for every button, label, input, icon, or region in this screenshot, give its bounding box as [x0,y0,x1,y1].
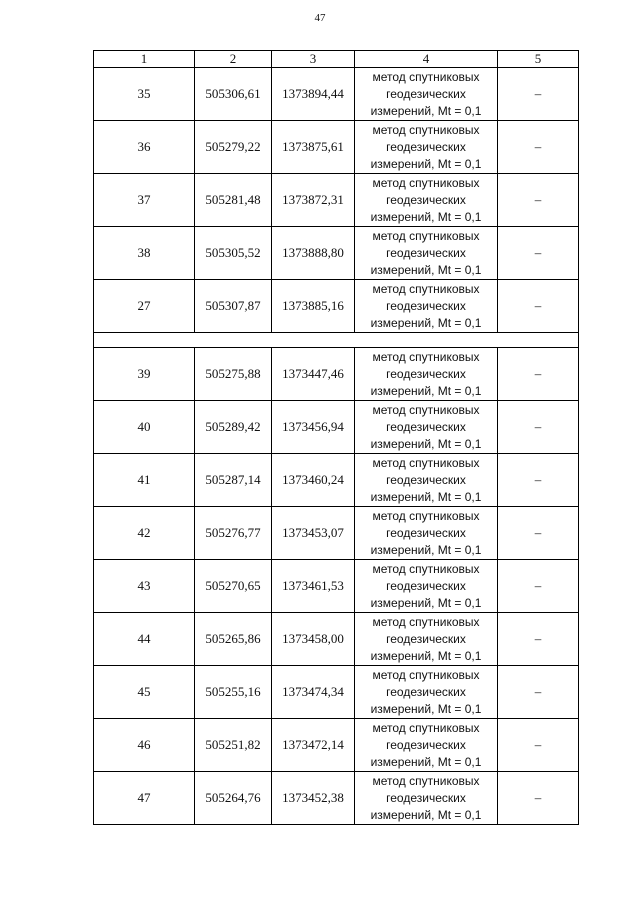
coord-x: 505276,77 [195,507,272,560]
header-col-4: 4 [355,51,498,68]
method-line: геодезических [386,472,466,487]
coord-y: 1373461,53 [272,560,355,613]
method-line: метод спутниковых [372,349,480,364]
method-line: метод спутниковых [372,402,480,417]
coord-x: 505281,48 [195,174,272,227]
coordinates-table [93,50,579,825]
table-row [94,227,579,280]
accuracy-dash: – [498,174,579,227]
header-col-3: 3 [272,51,355,68]
method-line: метод спутниковых [372,281,480,296]
method-line: геодезических [386,298,466,313]
point-number: 44 [94,613,195,666]
method-line: измерений, Mt = 0,1 [370,754,482,769]
point-number: 43 [94,560,195,613]
coord-x: 505264,76 [195,772,272,825]
method-line: геодезических [386,790,466,805]
method-cell [355,174,498,227]
coord-y: 1373458,00 [272,613,355,666]
method-cell [355,772,498,825]
method-line: измерений, Mt = 0,1 [370,436,482,451]
coord-x: 505270,65 [195,560,272,613]
method-line: геодезических [386,578,466,593]
method-line: измерений, Mt = 0,1 [370,648,482,663]
method-line: метод спутниковых [372,614,480,629]
table-row [94,121,579,174]
point-number: 27 [94,280,195,333]
method-cell [355,613,498,666]
method-cell [355,560,498,613]
table-row [94,666,579,719]
accuracy-dash: – [498,719,579,772]
method-line: геодезических [386,737,466,752]
point-number: 46 [94,719,195,772]
coord-y: 1373447,46 [272,348,355,401]
coord-y: 1373875,61 [272,121,355,174]
accuracy-dash: – [498,121,579,174]
method-line: метод спутниковых [372,508,480,523]
page-number: 47 [314,12,326,24]
method-line: геодезических [386,139,466,154]
method-line: измерений, Mt = 0,1 [370,209,482,224]
table-row [94,560,579,613]
method-cell [355,666,498,719]
point-number: 47 [94,772,195,825]
method-line: метод спутниковых [372,122,480,137]
coord-x: 505275,88 [195,348,272,401]
method-cell [355,507,498,560]
method-cell [355,401,498,454]
method-cell [355,227,498,280]
method-line: измерений, Mt = 0,1 [370,489,482,504]
table-row [94,68,579,121]
point-number: 35 [94,68,195,121]
method-cell [355,121,498,174]
table-row [94,613,579,666]
method-cell [355,348,498,401]
coord-y: 1373456,94 [272,401,355,454]
coord-y: 1373453,07 [272,507,355,560]
table-row [94,772,579,825]
coord-y: 1373894,44 [272,68,355,121]
accuracy-dash: – [498,401,579,454]
method-line: метод спутниковых [372,175,480,190]
method-line: геодезических [386,419,466,434]
accuracy-dash: – [498,772,579,825]
coord-y: 1373888,80 [272,227,355,280]
coord-x: 505305,52 [195,227,272,280]
coord-x: 505289,42 [195,401,272,454]
coord-x: 505255,16 [195,666,272,719]
method-cell [355,280,498,333]
method-line: геодезических [386,631,466,646]
accuracy-dash: – [498,560,579,613]
coord-y: 1373474,34 [272,666,355,719]
point-number: 38 [94,227,195,280]
table-row [94,174,579,227]
header-col-1: 1 [94,51,195,68]
method-line: измерений, Mt = 0,1 [370,156,482,171]
accuracy-dash: – [498,507,579,560]
method-line: метод спутниковых [372,69,480,84]
method-cell [355,454,498,507]
method-line: метод спутниковых [372,455,480,470]
method-line: метод спутниковых [372,720,480,735]
coord-x: 505265,86 [195,613,272,666]
point-number: 37 [94,174,195,227]
accuracy-dash: – [498,280,579,333]
point-number: 39 [94,348,195,401]
method-line: геодезических [386,86,466,101]
method-line: метод спутниковых [372,667,480,682]
coord-x: 505287,14 [195,454,272,507]
coord-y: 1373472,14 [272,719,355,772]
point-number: 42 [94,507,195,560]
point-number: 45 [94,666,195,719]
accuracy-dash: – [498,613,579,666]
method-line: геодезических [386,192,466,207]
point-number: 40 [94,401,195,454]
coord-x: 505306,61 [195,68,272,121]
method-line: измерений, Mt = 0,1 [370,383,482,398]
method-cell [355,68,498,121]
coord-x: 505279,22 [195,121,272,174]
method-line: измерений, Mt = 0,1 [370,315,482,330]
accuracy-dash: – [498,666,579,719]
coord-x: 505307,87 [195,280,272,333]
method-line: измерений, Mt = 0,1 [370,542,482,557]
table-row [94,280,579,333]
method-line: измерений, Mt = 0,1 [370,701,482,716]
accuracy-dash: – [498,68,579,121]
method-line: измерений, Mt = 0,1 [370,807,482,822]
accuracy-dash: – [498,227,579,280]
table-row [94,401,579,454]
group-separator-cell [94,333,579,348]
table-row [94,719,579,772]
method-cell [355,719,498,772]
coord-y: 1373460,24 [272,454,355,507]
coord-y: 1373885,16 [272,280,355,333]
method-line: измерений, Mt = 0,1 [370,103,482,118]
group-separator-row [94,333,579,348]
coord-y: 1373872,31 [272,174,355,227]
header-col-2: 2 [195,51,272,68]
table-row [94,507,579,560]
accuracy-dash: – [498,348,579,401]
header-row [94,51,579,68]
method-line: метод спутниковых [372,561,480,576]
point-number: 36 [94,121,195,174]
method-line: геодезических [386,366,466,381]
table-row [94,454,579,507]
method-line: измерений, Mt = 0,1 [370,262,482,277]
accuracy-dash: – [498,454,579,507]
method-line: геодезических [386,684,466,699]
coord-y: 1373452,38 [272,772,355,825]
method-line: метод спутниковых [372,228,480,243]
method-line: измерений, Mt = 0,1 [370,595,482,610]
method-line: геодезических [386,525,466,540]
table-row [94,348,579,401]
point-number: 41 [94,454,195,507]
method-line: метод спутниковых [372,773,480,788]
coord-x: 505251,82 [195,719,272,772]
method-line: геодезических [386,245,466,260]
header-col-5: 5 [498,51,579,68]
